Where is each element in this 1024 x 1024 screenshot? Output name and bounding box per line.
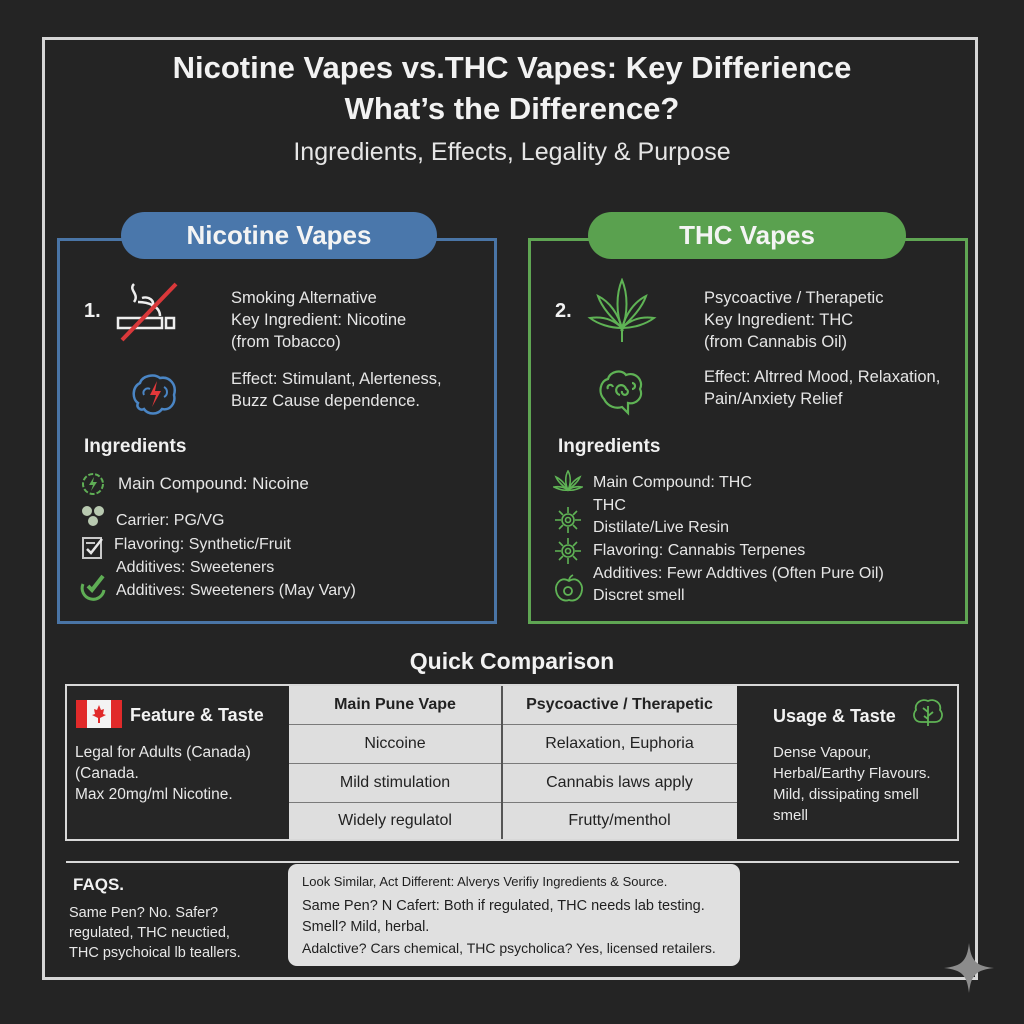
comparison-grid: [289, 686, 737, 839]
comparison-table: [65, 684, 959, 841]
table-cell: Mild stimulation: [289, 764, 501, 803]
page-subtitle: Ingredients, Effects, Legality & Purpose: [293, 138, 731, 166]
table-cell: Niccoine: [289, 725, 501, 764]
thc-summary-line: (from Cannabis Oil): [704, 333, 848, 351]
faq-answer-line: Adalctive? Cars chemical, THC psycholica? Yes, licensed retailers.: [302, 940, 716, 956]
cannabis-leaf-icon: [586, 278, 658, 344]
nicotine-summary: [231, 287, 406, 353]
terpene-icon: [554, 536, 582, 566]
column-divider: [501, 686, 503, 839]
bolt-circle-icon: [80, 471, 106, 497]
thc-summary-line: Psycoactive / Therapetic: [704, 289, 884, 307]
usage-notes: [773, 742, 931, 826]
thc-ingredient: Flavoring: Cannabis Terpenes: [593, 542, 806, 559]
nicotine-ingredients-heading: Ingredients: [84, 436, 187, 457]
usage-line: Dense Vapour,: [773, 744, 872, 761]
legal-line: Legal for Adults (Canada): [75, 744, 251, 761]
quick-comparison-title: Quick Comparison: [409, 648, 615, 674]
faq-line: regulated, THC neuctied,: [69, 925, 230, 941]
faqs-summary: [69, 903, 241, 963]
canada-flag-icon: [76, 700, 122, 728]
page-title: Nicotine Vapes vs.THC Vapes: Key Differience: [172, 50, 852, 85]
nicotine-summary-line: (from Tobacco): [231, 333, 341, 351]
faqs-heading: FAQS.: [73, 875, 125, 894]
thc-effect-line: Effect: Altrred Mood, Relaxation,: [704, 368, 941, 386]
thc-number: 2.: [555, 300, 572, 322]
droplets-icon: [80, 505, 106, 529]
thc-ingredient: Main Compound: THC: [593, 474, 752, 491]
table-cell: Widely regulatol: [338, 812, 452, 829]
faq-line: THC psychoical lb teallers.: [69, 945, 241, 961]
faq-answer-line: Look Similar, Act Different: Alverys Verifiy Ingredients & Source.: [302, 874, 668, 889]
thc-ingredient: Distilate/Live Resin: [593, 519, 730, 536]
faq-answer-line: Same Pen? N Cafert: Both if regulated, THC needs lab testing.: [302, 898, 705, 914]
tree-icon: [911, 696, 945, 728]
nicotine-effect: [231, 368, 442, 412]
thc-vapes-label: THC Vapes: [588, 212, 906, 259]
faq-answer-box: [288, 864, 740, 966]
fruit-icon: [553, 574, 585, 604]
column-header: Psycoactive / Therapetic: [502, 686, 737, 725]
nicotine-ingredient: Carrier: PG/VG: [116, 512, 225, 529]
usage-line: Mild, dissipating smell: [773, 786, 919, 803]
nicotine-vapes-label: Nicotine Vapes: [121, 212, 437, 259]
table-cell: Cannabis laws apply: [502, 764, 737, 803]
legal-line: (Canada.: [75, 765, 139, 782]
thc-ingredient: Discret smell: [593, 587, 685, 604]
legal-notes: [75, 742, 251, 805]
thc-ingredients-heading: Ingredients: [558, 436, 661, 457]
nicotine-ingredient: Additives: Sweeteners: [116, 559, 275, 576]
brain-lightning-icon: [130, 373, 178, 415]
comparison-usage-panel: [737, 686, 959, 839]
usage-taste-heading: Usage & Taste: [773, 706, 896, 726]
legal-line: Max 20mg/ml Nicotine.: [75, 786, 233, 803]
divider: [66, 861, 959, 863]
sparkle-icon: [944, 943, 994, 993]
table-cell: Relaxation, Euphoria: [502, 725, 737, 764]
nicotine-ingredient: Additives: Sweeteners (May Vary): [116, 582, 356, 599]
nicotine-effect-line: Effect: Stimulant, Alerteness,: [231, 370, 442, 388]
brain-swirl-icon: [596, 367, 644, 417]
thc-effect: [704, 366, 940, 410]
cannabis-leaf-icon: [553, 470, 583, 494]
thc-effect-line: Pain/Anxiety Relief: [704, 390, 843, 408]
nicotine-number: 1.: [84, 300, 101, 322]
nicotine-effect-line: Buzz Cause dependence.: [231, 392, 420, 410]
faq-line: Same Pen? No. Safer?: [69, 905, 219, 921]
nicotine-summary-line: Smoking Alternative: [231, 289, 377, 307]
checklist-icon: [81, 535, 105, 561]
thc-ingredient: Additives: Fewr Addtives (Often Pure Oil): [593, 565, 884, 582]
column-header: Main Pune Vape: [289, 686, 501, 725]
table-cell: Frutty/menthol: [568, 812, 671, 829]
nicotine-ingredient: Flavoring: Synthetic/Fruit: [114, 536, 291, 553]
terpene-icon: [554, 505, 582, 535]
nicotine-ingredient: Main Compound: Nicoine: [118, 474, 309, 493]
nicotine-summary-line: Key Ingredient: Nicotine: [231, 311, 407, 329]
page-title-line2: What’s the Difference?: [344, 91, 680, 126]
comparison-legal-panel: [67, 686, 289, 839]
usage-line: smell: [773, 807, 809, 824]
thc-summary-line: Key Ingredient: THC: [704, 311, 854, 329]
no-smoking-icon: [114, 280, 180, 346]
usage-line: Herbal/Earthy Flavours.: [773, 765, 931, 782]
thc-summary: [704, 287, 883, 353]
feature-taste-heading: Feature & Taste: [130, 705, 264, 725]
thc-ingredient: THC: [593, 497, 626, 514]
check-circle-icon: [78, 570, 108, 602]
faq-answer-line: Smell? Mild, herbal.: [302, 919, 430, 935]
